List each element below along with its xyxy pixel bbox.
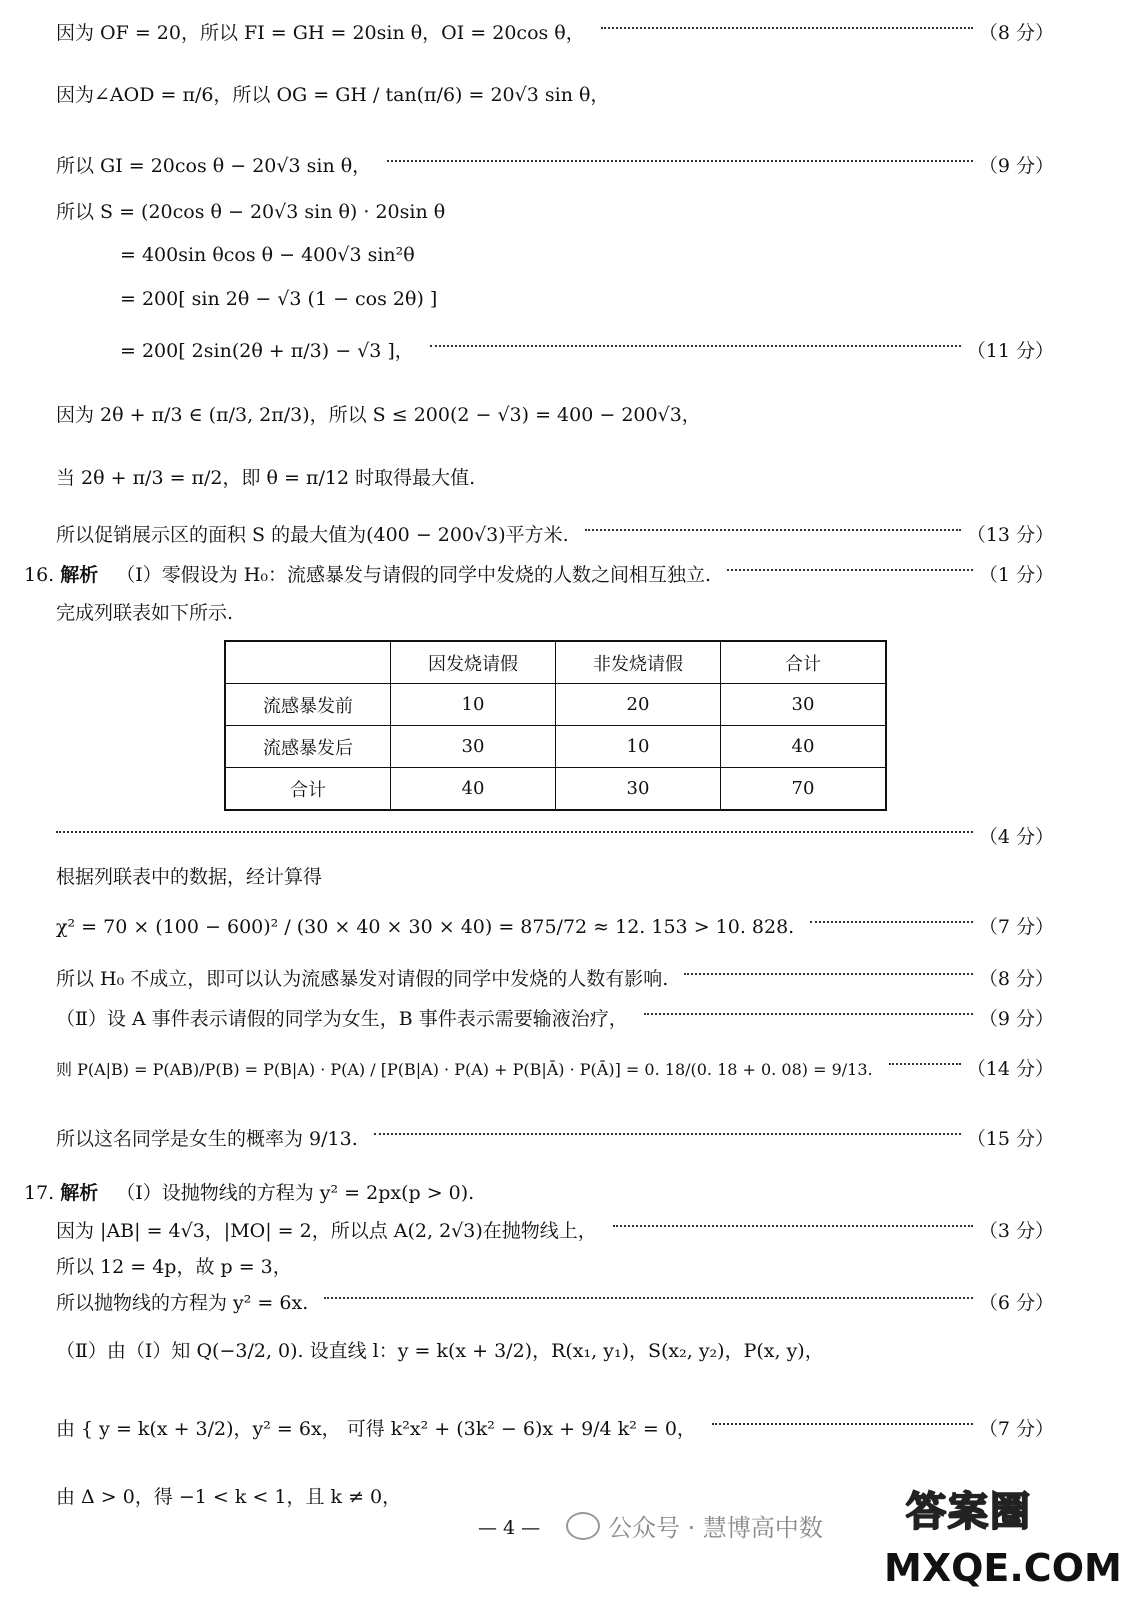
solution-line — [120, 244, 1054, 267]
page-number: — 4 — — [478, 1517, 541, 1539]
solution-line — [56, 201, 1054, 224]
solution-line — [56, 467, 1054, 490]
line-text: = 400sin θcos θ − 400√3 sin²θ — [120, 244, 415, 266]
solution-line — [56, 1008, 1054, 1031]
solution-line — [56, 916, 1054, 939]
line-text: （Ⅱ）设 A 事件表示请假的同学为女生，B 事件表示需要输液治疗， — [56, 1008, 628, 1030]
table-cell: 流感暴发前 — [225, 684, 391, 726]
table-cell: 因发烧请假 — [391, 641, 556, 684]
line-text: （Ⅰ）设抛物线的方程为 y² = 2px(p > 0). — [116, 1182, 475, 1204]
logo-domain: MXQE.COM — [884, 1546, 1122, 1590]
table-cell: 30 — [721, 684, 887, 726]
leader-dots — [727, 569, 973, 571]
leader-dots — [889, 1063, 961, 1065]
line-text: 由 Δ > 0，得 −1 < k < 1，且 k ≠ 0， — [56, 1486, 402, 1508]
leader-dots — [430, 345, 961, 347]
line-text: 所以 S = (20cos θ − 20√3 sin θ) · 20sin θ — [56, 201, 446, 223]
question-number: 16. — [24, 564, 55, 586]
line-text: 所以 GI = 20cos θ − 20√3 sin θ， — [56, 155, 372, 177]
solution-line — [56, 1220, 1054, 1243]
question-17-heading — [24, 1182, 1054, 1205]
table-cell: 40 — [721, 726, 887, 768]
line-text: 完成列联表如下所示. — [56, 602, 234, 624]
leader-dots — [684, 973, 973, 975]
line-text: 所以促销展示区的面积 S 的最大值为(400 − 200√3)平方米. — [56, 524, 569, 546]
score-mark: （13 分） — [966, 524, 1054, 546]
score-mark: （15 分） — [966, 1128, 1054, 1150]
solution-line — [56, 1058, 1054, 1081]
line-text: χ² = 70 × (100 − 600)² / (30 × 40 × 30 × 40) = 875/72 ≈ 12. 153 > 10. 828. — [56, 916, 795, 938]
contingency-table — [224, 640, 887, 811]
score-mark: （11 分） — [966, 340, 1054, 362]
solution-line — [56, 1256, 1054, 1279]
table-row — [225, 768, 886, 811]
solution-line — [56, 1340, 1054, 1363]
line-text: 所以这名同学是女生的概率为 9/13. — [56, 1128, 358, 1150]
leader-dots — [613, 1225, 973, 1227]
line-text: 所以 H₀ 不成立，即可以认为流感暴发对请假的同学中发烧的人数有影响. — [56, 968, 669, 990]
score-mark: （1 分） — [978, 564, 1054, 586]
leader-dots — [601, 27, 973, 29]
table-cell: 10 — [391, 684, 556, 726]
score-mark: （14 分） — [966, 1058, 1054, 1080]
score-mark: （6 分） — [978, 1292, 1054, 1314]
wechat-icon — [566, 1512, 600, 1540]
line-text: 所以抛物线的方程为 y² = 6x. — [56, 1292, 309, 1314]
solution-line — [56, 866, 1054, 889]
table-cell: 70 — [721, 768, 887, 811]
line-text: = 200[ 2sin(2θ + π/3) − √3 ]， — [120, 340, 414, 362]
line-text: （Ⅱ）由（Ⅰ）知 Q(−3/2, 0). 设直线 l：y = k(x + 3/2)，R(x₁, y₁)，S(x₂, y₂)，P(x, y)， — [56, 1340, 824, 1362]
watermark-text: 公众号 · 慧博高中数 — [608, 1514, 823, 1542]
line-text: 当 2θ + π/3 = π/2，即 θ = π/12 时取得最大值. — [56, 467, 476, 489]
leader-dots — [644, 1013, 973, 1015]
question-number: 17. — [24, 1182, 55, 1204]
table-cell: 流感暴发后 — [225, 726, 391, 768]
leader-dots — [585, 529, 961, 531]
line-text: = 200[ sin 2θ − √3 (1 − cos 2θ) ] — [120, 288, 438, 310]
solution-line — [56, 826, 1054, 849]
line-text: 因为 OF = 20，所以 FI = GH = 20sin θ，OI = 20cos θ， — [56, 22, 585, 44]
solution-line — [56, 968, 1054, 991]
line-text: 因为 |AB| = 4√3，|MO| = 2，所以点 A(2, 2√3)在抛物线上， — [56, 1220, 597, 1242]
table-cell: 20 — [556, 684, 721, 726]
solution-line — [56, 84, 1054, 107]
table-cell: 10 — [556, 726, 721, 768]
table-cell: 合计 — [721, 641, 887, 684]
solution-line — [56, 22, 1054, 45]
leader-dots — [56, 831, 973, 833]
line-text: 则 P(A|B) = P(AB)/P(B) = P(B|A) · P(A) / [P(B|A) · P(A) + P(B|Ā) · P(Ā)] = 0. 18/(0. 18 + 0. 08) = 9/13. — [56, 1059, 873, 1079]
table-row — [225, 684, 886, 726]
solution-line — [120, 340, 1054, 363]
question-16-heading — [24, 564, 1054, 587]
score-mark: （4 分） — [978, 826, 1054, 848]
solution-line — [56, 1418, 1054, 1441]
watermark — [566, 1508, 823, 1543]
solution-line — [56, 404, 1054, 427]
line-text: 由 { y = k(x + 3/2)，y² = 6x， 可得 k²x² + (3k² − 6)x + 9/4 k² = 0， — [56, 1418, 696, 1440]
line-text: 所以 12 = 4p，故 p = 3， — [56, 1256, 292, 1278]
score-mark: （7 分） — [978, 916, 1054, 938]
logo-title: 答案圈 — [906, 1489, 1032, 1535]
table-cell: 非发烧请假 — [556, 641, 721, 684]
solution-line — [56, 1128, 1054, 1151]
leader-dots — [374, 1133, 961, 1135]
line-text: 根据列联表中的数据，经计算得 — [56, 866, 323, 888]
score-mark: （8 分） — [978, 968, 1054, 990]
solution-line — [120, 288, 1054, 311]
score-mark: （9 分） — [978, 1008, 1054, 1030]
table-cell: 30 — [556, 768, 721, 811]
solution-line — [56, 524, 1054, 547]
solution-line — [56, 155, 1054, 178]
score-mark: （9 分） — [978, 155, 1054, 177]
table-cell — [225, 641, 391, 684]
line-text: 因为 2θ + π/3 ∈ (π/3, 2π/3)，所以 S ≤ 200(2 − √3) = 400 − 200√3， — [56, 404, 701, 426]
leader-dots — [712, 1423, 973, 1425]
line-text: （Ⅰ）零假设为 H₀：流感暴发与请假的同学中发烧的人数之间相互独立. — [116, 564, 712, 586]
leader-dots — [324, 1297, 973, 1299]
score-mark: （3 分） — [978, 1220, 1054, 1242]
analysis-label: 解析 — [60, 564, 99, 586]
table-cell: 40 — [391, 768, 556, 811]
table-cell: 30 — [391, 726, 556, 768]
score-mark: （8 分） — [978, 22, 1054, 44]
leader-dots — [810, 921, 973, 923]
solution-line — [56, 602, 1054, 625]
table-row — [225, 726, 886, 768]
score-mark: （7 分） — [978, 1418, 1054, 1440]
line-text: 因为∠AOD = π/6，所以 OG = GH / tan(π/6) = 20√3 sin θ， — [56, 84, 610, 106]
analysis-label: 解析 — [60, 1182, 99, 1204]
solution-line — [56, 1292, 1054, 1315]
table-cell: 合计 — [225, 768, 391, 811]
leader-dots — [387, 160, 973, 162]
site-logo — [884, 1480, 1122, 1594]
table-header-row — [225, 641, 886, 684]
